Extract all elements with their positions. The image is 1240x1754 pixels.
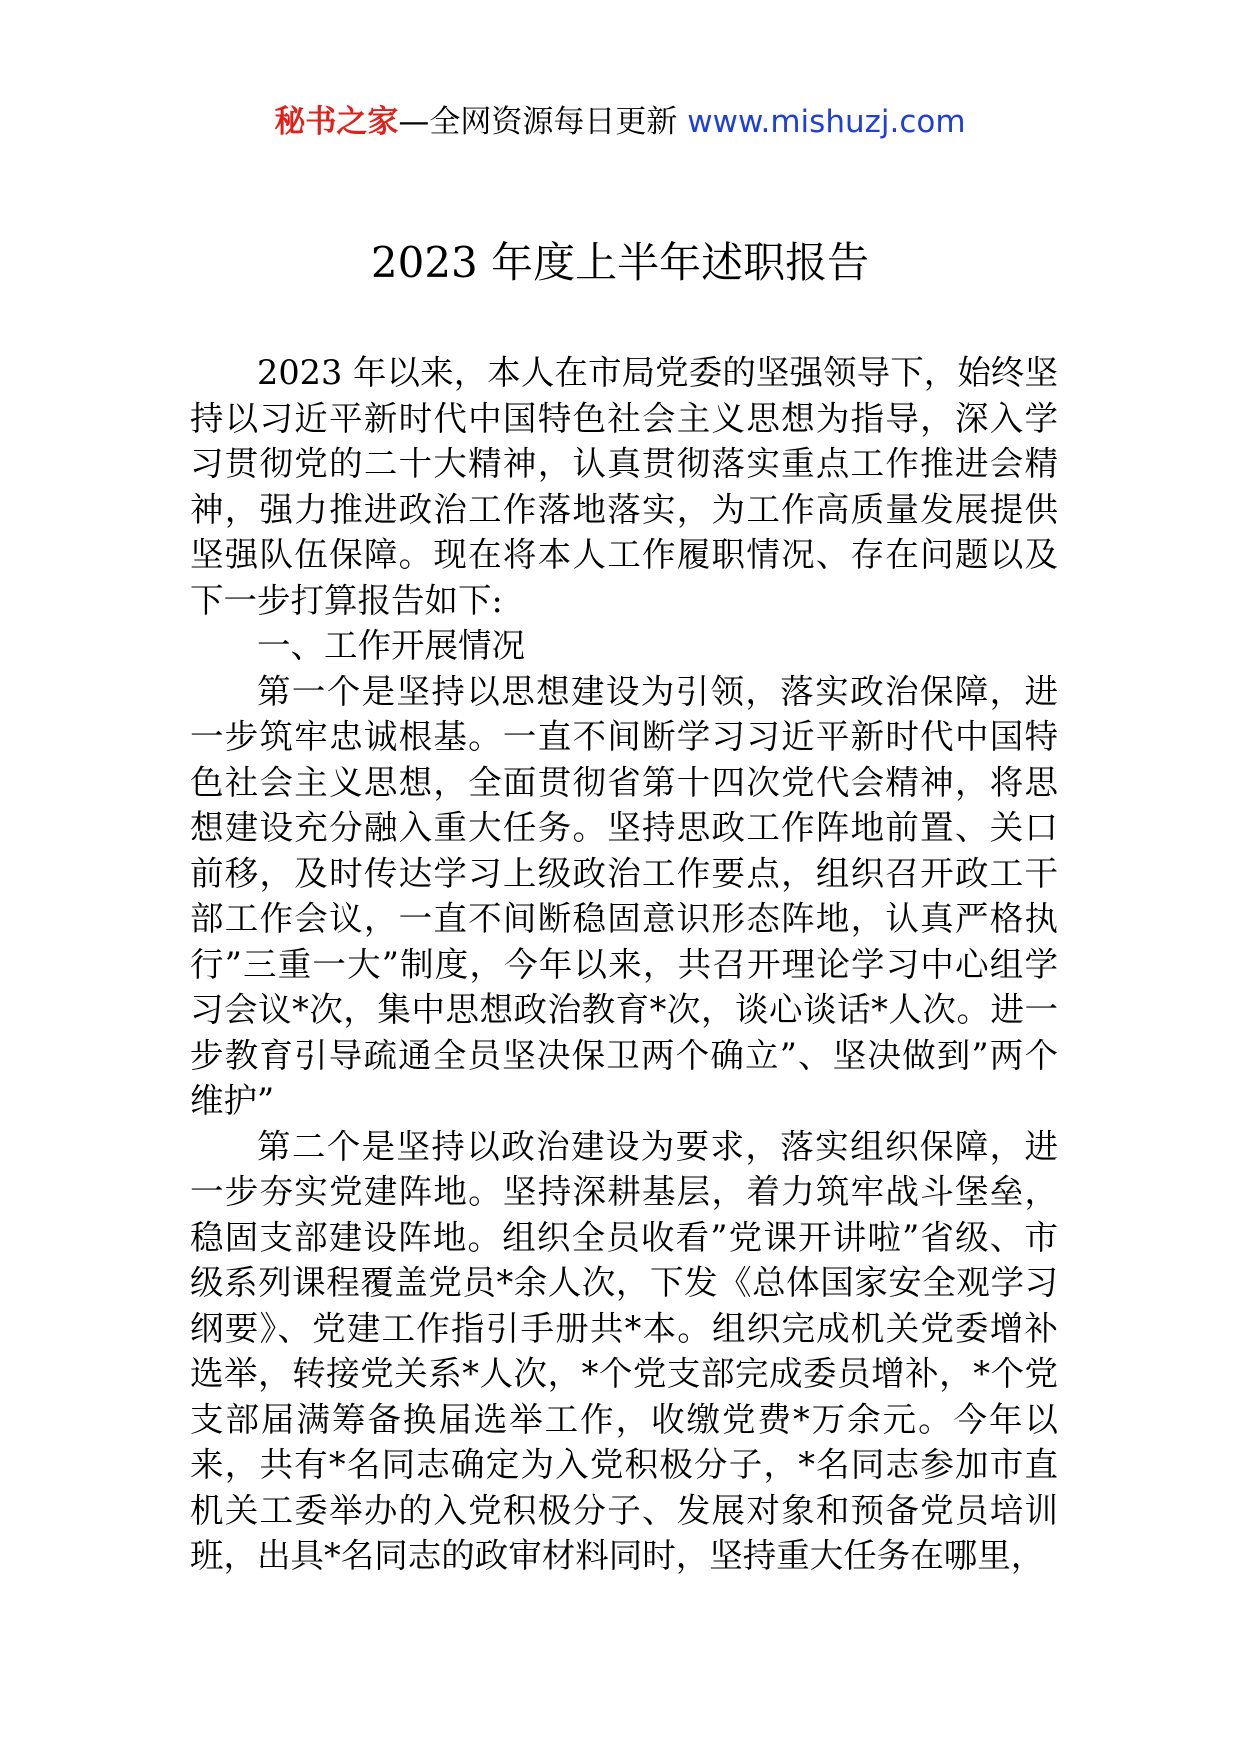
brand-name: 秘书之家 bbox=[274, 104, 399, 140]
paragraph-intro: 2023 年以来，本人在市局党委的坚强领导下，始终坚持以习近平新时代中国特色社会主义思想为指导，深入学习贯彻党的二十大精神，认真贯彻落实重点工作推进会精神，强力推进政治工作落地落实，为工作高质量发展提供坚强队伍保障。现在将本人工作履职情况、存在问题以及下一步打算报告如下: bbox=[190, 353, 1058, 620]
page-header bbox=[0, 100, 1240, 144]
website-url[interactable]: www.mishuzj.com bbox=[687, 104, 966, 140]
header-slogan: —全网资源每日更新 bbox=[398, 104, 678, 140]
paragraph-ideology: 第一个是坚持以思想建设为引领，落实政治保障，进一步筑牢忠诚根基。一直不间断学习习近平新时代中国特色社会主义思想，全面贯彻省第十四次党代会精神，将思想建设充分融入重大任务。坚持思政工作阵地前置、关口前移，及时传达学习上级政治工作要点，组织召开政工干部工作会议，一直不间断稳固意识形态阵地，认真严格执行”三重一大”制度，今年以来，共召开理论学习中心组学习会议*次，集中思想政治教育*次，谈心谈话*人次。进一步教育引导疏通全员坚决保卫两个确立”、坚决做到”两个维护” bbox=[190, 671, 1058, 1120]
paragraph-organization: 第二个是坚持以政治建设为要求，落实组织保障，进一步夯实党建阵地。坚持深耕基层，着力筑牢战斗堡垒，稳固支部建设阵地。组织全员收看”党课开讲啦”省级、市级系列课程覆盖党员*余人次，下发《总体国家安全观学习纲要》、党建工作指引手册共*本。组织完成机关党委增补选举，转接党关系*人次，*个党支部完成委员增补，*个党支部届满筹备换届选举工作，收缴党费*万余元。今年以来，共有*名同志确定为入党积极分子，*名同志参加市直机关工委举办的入党积极分子、发展对象和预备党员培训班，出具*名同志的政审材料同时，坚持重大任务在哪里， bbox=[190, 1126, 1058, 1575]
section-heading: 一、工作开展情况 bbox=[257, 626, 525, 665]
document-title: 2023 年度上半年述职报告 bbox=[370, 238, 870, 287]
document-body bbox=[190, 350, 1058, 1579]
